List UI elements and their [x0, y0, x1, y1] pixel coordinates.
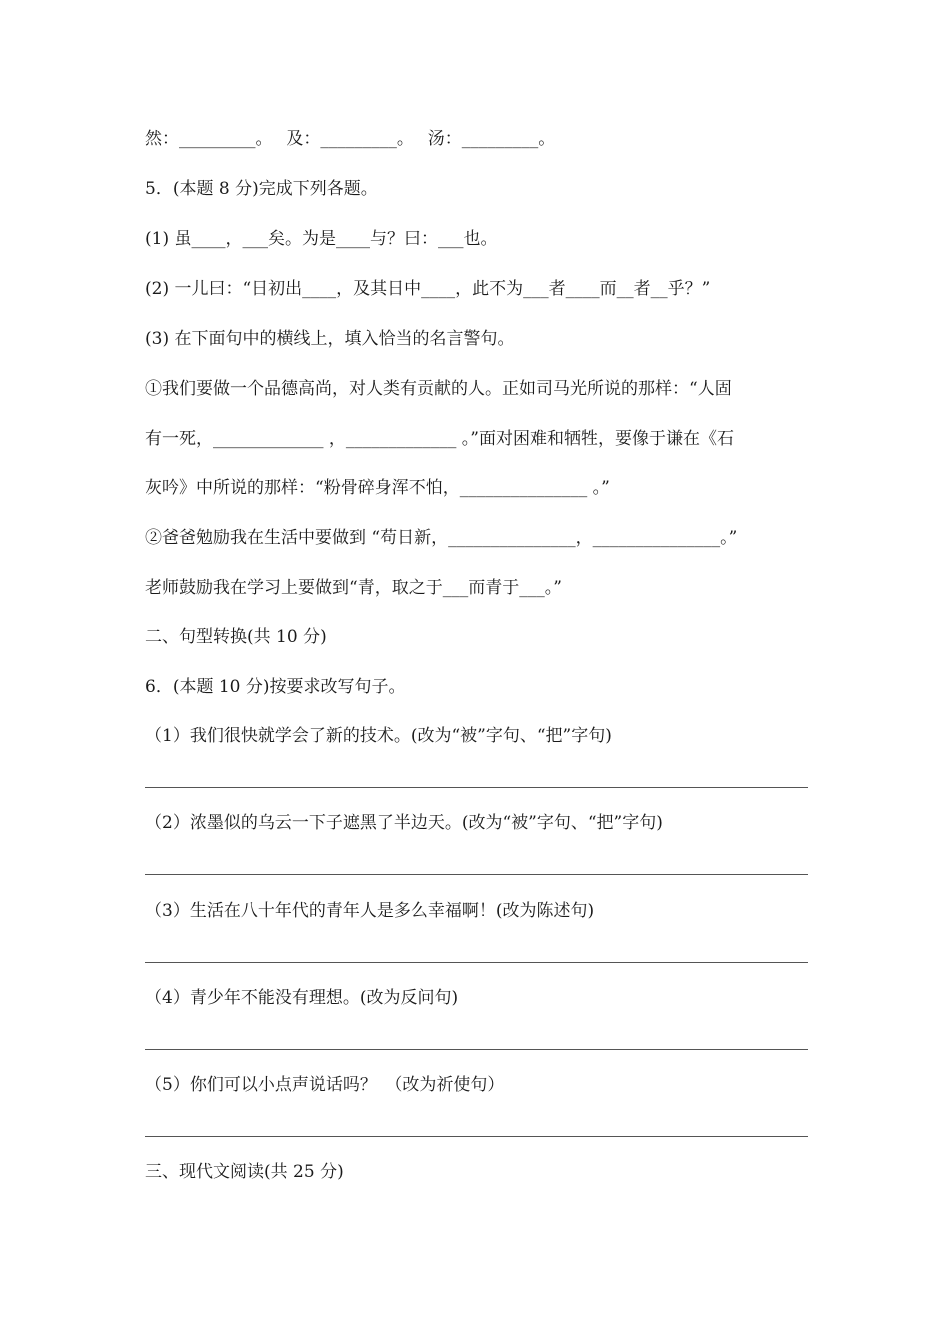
answer-line [145, 1136, 808, 1137]
q5-part3-item1-line2: 有一死，_____________ ，_____________ 。”面对困难和牺牲，要像于谦在《石 [145, 429, 734, 449]
q6-item4: （4）青少年不能没有理想。(改为反问句) [145, 988, 459, 1008]
q5-part3-item1-line1: ①我们要做一个品德高尚，对人类有贡献的人。正如司马光所说的那样：“人固 [145, 379, 732, 399]
q6-item3: （3）生活在八十年代的青年人是多么幸福啊！(改为陈述句) [145, 901, 595, 921]
answer-line [145, 787, 808, 788]
q5-part3-item2-line2: 老师鼓励我在学习上要做到“青，取之于___而青于___。” [145, 578, 562, 598]
q6-item2: （2）浓墨似的乌云一下子遮黑了半边天。(改为“被”字句、“把”字句) [145, 813, 663, 833]
q5-part2: (2) 一儿曰：“日初出____，及其日中____，此不为___者____而__者__乎？” [145, 279, 711, 299]
section3-heading: 三、现代文阅读(共 25 分) [145, 1162, 344, 1182]
q5-heading: 5．(本题 8 分)完成下列各题。 [145, 179, 378, 199]
q6-item5: （5）你们可以小点声说话吗？ （改为祈使句） [145, 1075, 505, 1095]
section2-heading: 二、句型转换(共 10 分) [145, 627, 327, 647]
q5-part3-item2-line1: ②爸爸勉励我在生活中要做到 “苟日新，_______________，_______________。” [145, 528, 738, 548]
q6-heading: 6．(本题 10 分)按要求改写句子。 [145, 677, 406, 697]
q6-item1: （1）我们很快就学会了新的技术。(改为“被”字句、“把”字句) [145, 726, 612, 746]
q5-part3-item1-line3: 灰吟》中所说的那样：“粉骨碎身浑不怕，_______________ 。” [145, 478, 610, 498]
q4-definition-blanks: 然：_________。 及：_________。 汤：_________。 [145, 129, 556, 149]
answer-line [145, 1049, 808, 1050]
q5-part1: (1) 虽____，___矣。为是____与？曰：___也。 [145, 229, 498, 249]
answer-line [145, 962, 808, 963]
q5-part3-instruction: (3) 在下面句中的横线上，填入恰当的名言警句。 [145, 329, 515, 349]
answer-line [145, 874, 808, 875]
